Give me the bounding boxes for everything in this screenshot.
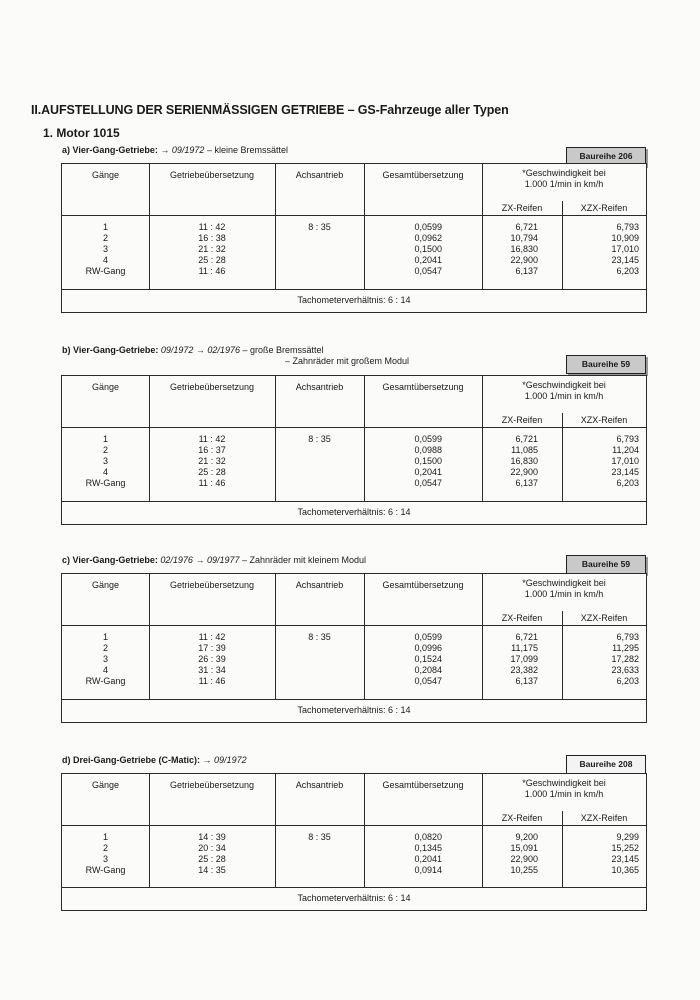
header-gear-ratio: Getriebeübersetzung [169,382,255,392]
total-ratio-value: 0,0547 [414,676,442,686]
section-name-text: Drei-Gang-Getriebe (C-Matic): [73,755,201,765]
header-gears: Gänge [91,170,120,180]
header-final-drive: Achsantrieb [295,780,344,790]
zx-speed-value: 22,900 [510,255,538,265]
section-period: → 09/1972 [202,755,247,765]
total-ratio-value: 0,0914 [414,865,442,875]
footer-divider [62,289,646,290]
zx-speed-value: 11,085 [511,445,538,455]
header-gear-ratio: Getriebeübersetzung [169,170,255,180]
column-xzx-speed-value [562,632,639,687]
gear-ratio-value: 25 : 28 [198,467,226,477]
section-name-text: Vier-Gang-Getriebe: [73,345,159,355]
xzx-speed-value: 17,010 [611,244,639,254]
xzx-speed-value: 6,203 [616,676,639,686]
section-note: – kleine Bremssättel [204,145,288,155]
gear-ratio-value: 14 : 35 [198,865,226,875]
gear-value: 4 [102,255,108,265]
gear-value: 1 [102,832,108,842]
header-gear-ratio: Getriebeübersetzung [169,580,255,590]
header-gears: Gänge [91,382,120,392]
gear-ratio-value: 16 : 38 [198,233,226,243]
speedometer-ratio: Tachometerverhältnis: 6 : 14 [297,295,411,305]
section-period: 09/1972 → 02/1976 [160,345,240,355]
column-zx-speed-value [482,832,538,876]
column-gear-value [62,632,149,687]
gear-table [61,375,647,525]
header-gear-ratio: Getriebeübersetzung [169,780,255,790]
total-ratio-value: 0,0599 [414,222,442,232]
header-speed-line-2: 1.000 1/min in km/h [524,789,604,799]
header-zx-tyres: ZX-Reifen [501,613,543,623]
column-xzx-speed-value [562,434,639,489]
zx-speed-value: 23,382 [510,665,538,675]
xzx-speed-value: 23,145 [611,255,639,265]
zx-speed-value: 10,794 [510,233,538,243]
section-period: → 09/1972 [160,145,205,155]
column-divider [275,774,276,887]
gear-value: 4 [102,467,108,477]
gear-ratio-value: 11 : 42 [198,222,226,232]
zx-speed-value: 17,099 [510,654,538,664]
xzx-speed-value: 11,204 [612,445,639,455]
final-drive-value: 8 : 35 [308,632,331,642]
series-badge: Baureihe 208 [566,755,646,774]
xzx-speed-value: 6,793 [616,632,639,642]
speedometer-ratio: Tachometerverhältnis: 6 : 14 [297,893,411,903]
zx-speed-value: 6,721 [515,632,538,642]
gear-ratio-value: 17 : 39 [198,643,226,653]
header-speed-line-1: *Geschwindigkeit bei [522,380,606,390]
gear-ratio-value: 16 : 37 [198,445,226,455]
section-letter: a) [62,145,71,155]
column-gear-value [62,222,149,277]
total-ratio-value: 0,0962 [414,233,442,243]
xzx-speed-value: 6,203 [616,478,639,488]
gear-ratio-value: 14 : 39 [198,832,226,842]
zx-speed-value: 6,721 [515,434,538,444]
main-heading-text: II.AUFSTELLUNG DER SERIENMÄSSIGEN GETRIEBE [31,103,345,117]
main-heading [31,103,509,117]
section-letter: d) [62,755,71,765]
gear-value: 1 [102,222,108,232]
section-note: – Zahnräder mit kleinem Modul [239,555,367,565]
section-note-2: – Zahnräder mit großem Modul [285,356,410,366]
speedometer-ratio: Tachometerverhältnis: 6 : 14 [297,507,411,517]
zx-speed-value: 15,091 [510,843,538,853]
xzx-speed-value: 23,145 [611,854,639,864]
footer-divider [62,887,646,888]
xzx-speed-value: 11,295 [612,643,639,653]
final-drive-value: 8 : 35 [308,832,331,842]
series-badge: Baureihe 59 [566,555,646,574]
gear-ratio-value: 20 : 34 [198,843,226,853]
zx-speed-value: 22,900 [510,467,538,477]
column-gear-value [62,434,149,489]
header-xzx-tyres: XZX-Reifen [580,613,628,623]
zx-speed-value: 6,137 [515,266,538,276]
zx-speed-value: 6,721 [515,222,538,232]
xzx-speed-value: 10,365 [611,865,639,875]
header-speed-line-2: 1.000 1/min in km/h [524,179,604,189]
header-zx-tyres: ZX-Reifen [501,203,543,213]
header-speed [482,778,646,800]
total-ratio-value: 0,0988 [414,445,442,455]
header-xzx-tyres: XZX-Reifen [580,415,628,425]
header-zx-tyres: ZX-Reifen [501,813,543,823]
section-name [62,755,200,765]
header-speed [482,168,646,190]
section-note: – große Bremssättel [239,345,324,355]
header-final-drive: Achsantrieb [295,580,344,590]
header-final-drive: Achsantrieb [295,170,344,180]
header-gears: Gänge [91,580,120,590]
section-letter: b) [62,345,71,355]
header-gears: Gänge [91,780,120,790]
gear-value: 1 [102,434,108,444]
column-gear-ratio-value [149,434,275,489]
series-badge: Baureihe 59 [566,355,646,374]
total-ratio-value: 0,1524 [414,654,442,664]
total-ratio-value: 0,0547 [414,478,442,488]
gear-value: 3 [102,854,108,864]
column-gear-ratio-value [149,832,275,876]
xzx-speed-value: 6,793 [616,434,639,444]
header-total-ratio: Gesamtübersetzung [382,780,464,790]
total-ratio-value: 0,0996 [414,643,442,653]
speedometer-ratio: Tachometerverhältnis: 6 : 14 [297,705,411,715]
section-name-text: Vier-Gang-Getriebe: [72,145,158,155]
column-xzx-speed-value [562,832,639,876]
zx-speed-value: 22,900 [510,854,538,864]
main-heading-subtitle: – GS-Fahrzeuge aller Typen [344,103,509,117]
zx-speed-value: 10,255 [510,865,538,875]
header-speed-line-1: *Geschwindigkeit bei [522,778,606,788]
gear-ratio-value: 11 : 42 [198,434,226,444]
xzx-speed-value: 17,010 [611,456,639,466]
xzx-speed-value: 6,793 [616,222,639,232]
gear-value: 3 [102,244,108,254]
gear-value: RW-Gang [85,676,126,686]
total-ratio-value: 0,1500 [414,244,442,254]
gear-value: 3 [102,654,108,664]
zx-speed-value: 6,137 [515,478,538,488]
motor-heading: 1. Motor 1015 [43,126,120,140]
section-title [62,555,366,565]
column-xzx-speed-value [562,222,639,277]
footer-divider [62,501,646,502]
header-final-drive: Achsantrieb [295,382,344,392]
total-ratio-value: 0,0820 [414,832,442,842]
section-title [62,755,247,765]
gear-value: RW-Gang [85,478,126,488]
section-title [62,345,324,355]
xzx-speed-value: 10,909 [611,233,639,243]
total-ratio-value: 0,2041 [414,255,442,265]
zx-speed-value: 16,830 [510,456,538,466]
header-total-ratio: Gesamtübersetzung [382,580,464,590]
gear-value: 4 [102,665,108,675]
column-total-ratio-value [364,832,442,876]
header-speed-line-1: *Geschwindigkeit bei [522,168,606,178]
header-xzx-tyres: XZX-Reifen [580,813,628,823]
xzx-speed-value: 6,203 [616,266,639,276]
gear-value: 2 [102,445,108,455]
gear-value: RW-Gang [85,865,126,875]
column-zx-speed-value [482,434,538,489]
total-ratio-value: 0,1500 [414,456,442,466]
section-name [62,345,158,355]
section-title [62,145,288,155]
header-speed [482,578,646,600]
total-ratio-value: 0,1345 [414,843,442,853]
gear-ratio-value: 11 : 46 [198,676,226,686]
zx-speed-value: 6,137 [515,676,538,686]
zx-speed-value: 9,200 [515,832,538,842]
xzx-speed-value: 17,282 [611,654,639,664]
gear-ratio-value: 21 : 32 [198,456,226,466]
section-letter: c) [62,555,71,565]
gear-ratio-value: 21 : 32 [198,244,226,254]
final-drive-value: 8 : 35 [308,434,331,444]
gear-ratio-value: 11 : 46 [198,478,226,488]
final-drive-value: 8 : 35 [308,222,331,232]
column-zx-speed-value [482,222,538,277]
xzx-speed-value: 23,145 [611,467,639,477]
footer-divider [62,699,646,700]
header-total-ratio: Gesamtübersetzung [382,382,464,392]
column-zx-speed-value [482,632,538,687]
column-gear-ratio-value [149,632,275,687]
gear-value: 2 [102,643,108,653]
zx-speed-value: 16,830 [510,244,538,254]
column-gear-value [62,832,149,876]
total-ratio-value: 0,0547 [414,266,442,276]
header-xzx-tyres: XZX-Reifen [580,203,628,213]
section-period: 02/1976 → 09/1977 [160,555,240,565]
header-speed-line-2: 1.000 1/min in km/h [524,589,604,599]
column-total-ratio-value [364,222,442,277]
total-ratio-value: 0,0599 [414,632,442,642]
header-zx-tyres: ZX-Reifen [501,415,543,425]
gear-value: 2 [102,843,108,853]
total-ratio-value: 0,2084 [414,665,442,675]
gear-value: 3 [102,456,108,466]
section-name [62,145,158,155]
total-ratio-value: 0,2041 [414,854,442,864]
gear-ratio-value: 25 : 28 [198,255,226,265]
header-speed-line-2: 1.000 1/min in km/h [524,391,604,401]
gear-ratio-value: 11 : 42 [198,632,226,642]
series-badge: Baureihe 206 [566,147,646,166]
header-total-ratio: Gesamtübersetzung [382,170,464,180]
xzx-speed-value: 15,252 [611,843,639,853]
header-speed-line-1: *Geschwindigkeit bei [522,578,606,588]
gear-ratio-value: 31 : 34 [198,665,226,675]
header-speed [482,380,646,402]
gear-ratio-value: 26 : 39 [198,654,226,664]
xzx-speed-value: 9,299 [616,832,639,842]
xzx-speed-value: 23,633 [611,665,639,675]
gear-ratio-value: 25 : 28 [198,854,226,864]
section-name-text: Vier-Gang-Getriebe: [72,555,158,565]
column-total-ratio-value [364,434,442,489]
total-ratio-value: 0,0599 [414,434,442,444]
gear-table [61,773,647,911]
column-gear-ratio-value [149,222,275,277]
gear-ratio-value: 11 : 46 [198,266,226,276]
section-name [62,555,158,565]
gear-table [61,573,647,723]
total-ratio-value: 0,2041 [414,467,442,477]
zx-speed-value: 11,175 [511,643,538,653]
gear-value: 2 [102,233,108,243]
gear-value: 1 [102,632,108,642]
gear-table [61,163,647,313]
gear-value: RW-Gang [85,266,126,276]
column-total-ratio-value [364,632,442,687]
